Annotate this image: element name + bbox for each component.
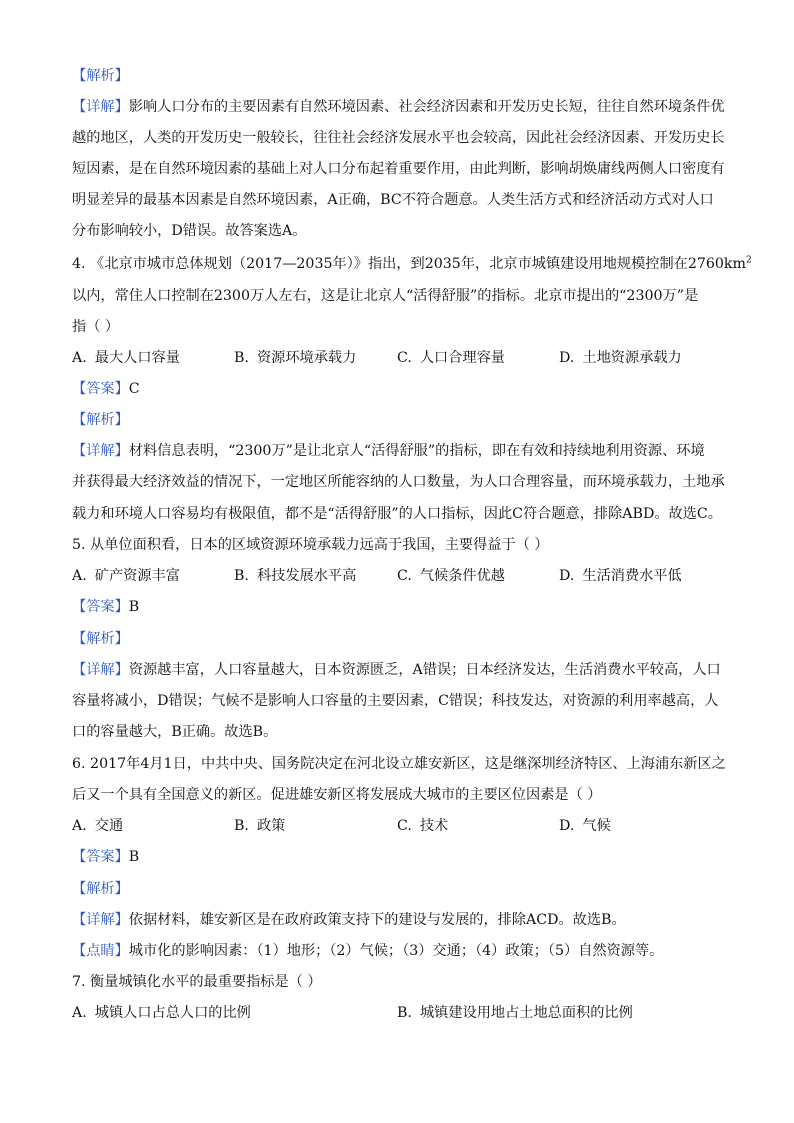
detail-tag: 【详解】 <box>72 443 129 459</box>
detail-line: 并获得最大经济效益的情况下，一定地区所能容纳的人口数量，为人口合理容量，而环境承载力，土地承 <box>72 474 725 490</box>
question-4-stem <box>72 254 752 274</box>
detail-line: 短因素，是在自然环境因素的基础上对人口分布起着重要作用，由此判断，影响胡焕庸线两侧人口密度有 <box>72 161 725 177</box>
detail-text: 依据材料，雄安新区是在政府政策支持下的建设与发展的，排除ACD。故选B。 <box>128 912 626 928</box>
comment-text: 城市化的影响因素：（1）地形；（2）气候；（3）交通；（4）政策；（5）自然资源等。 <box>128 943 664 959</box>
option-d: D. 气候 <box>559 818 611 834</box>
detail-line <box>72 97 724 117</box>
answer-tag: 【答案】 <box>72 381 129 397</box>
detail-line: 口的容量越大，B正确。故选B。 <box>72 724 278 740</box>
detail-text: 资源越丰富，人口容量越大，日本资源匮乏，A错误；日本经济发达，生活消费水平较高，人口 <box>128 662 721 678</box>
detail-line: 载力和环境人口容易均有极限值，都不是“活得舒服”的人口指标，因此C符合题意，排除ABD。故选C。 <box>72 506 722 522</box>
answer-line <box>72 597 724 617</box>
question-6-stem: 6. 2017年4月1日，中共中央、国务院决定在河北设立雄安新区，这是继深圳经济特区、上海浦东新区之 <box>72 756 726 772</box>
option-b: B. 城镇建设用地占土地总面积的比例 <box>397 1005 633 1021</box>
answer-tag: 【答案】 <box>72 599 129 615</box>
option-c: C. 气候条件优越 <box>397 568 505 584</box>
question-6-stem: 后又一个具有全国意义的新区。促进雄安新区将发展成大城市的主要区位因素是（ ） <box>72 787 602 803</box>
detail-line: 容量将减小，D错误；气候不是影响人口容量的主要因素，C错误；科技发达，对资源的利用率越高，人 <box>72 693 719 709</box>
option-b: B. 政策 <box>234 818 286 834</box>
question-7-options <box>72 1003 724 1023</box>
analysis-heading <box>72 879 724 899</box>
option-d: D. 土地资源承载力 <box>559 350 682 366</box>
detail-tag: 【详解】 <box>72 912 129 928</box>
option-b: B. 资源环境承载力 <box>234 350 357 366</box>
option-b: B. 科技发展水平高 <box>234 568 357 584</box>
analysis-heading <box>72 410 724 430</box>
answer-value: C <box>128 381 140 397</box>
analysis-tag: 【解析】 <box>72 412 129 428</box>
analysis-tag: 【解析】 <box>72 631 129 647</box>
answer-value: B <box>128 849 140 865</box>
answer-line <box>72 847 724 867</box>
question-5-stem: 5. 从单位面积看，日本的区域资源环境承载力远高于我国，主要得益于（ ） <box>72 537 549 553</box>
option-c: C. 人口合理容量 <box>397 350 505 366</box>
detail-line <box>72 910 724 930</box>
question-7-stem: 7. 衡量城镇化水平的最重要指标是（ ） <box>72 974 322 990</box>
answer-line <box>72 379 724 399</box>
analysis-heading <box>72 66 724 86</box>
answer-tag: 【答案】 <box>72 849 129 865</box>
detail-line: 越的地区，人类的开发历史一般较长，往往社会经济发展水平也会较高，因此社会经济因素、开发历史长 <box>72 130 725 146</box>
option-c: C. 技术 <box>397 818 449 834</box>
detail-line: 明显差异的最基本因素是自然环境因素，A正确，BC不符合题意。人类生活方式和经济活动方式对人口 <box>72 192 714 208</box>
analysis-heading <box>72 629 724 649</box>
option-a: A. 城镇人口占总人口的比例 <box>72 1005 251 1021</box>
question-5-options <box>72 566 724 586</box>
detail-tag: 【详解】 <box>72 662 129 678</box>
detail-line <box>72 660 724 680</box>
question-stem-text: 4. 《北京市城市总体规划（2017—2035年）》指出，到2035年，北京市城镇建设用地规模控制在2760km <box>72 256 746 272</box>
detail-line <box>72 441 724 461</box>
option-a: A. 交通 <box>72 818 124 834</box>
question-4-options <box>72 348 724 368</box>
detail-tag: 【详解】 <box>72 99 129 115</box>
option-d: D. 生活消费水平低 <box>559 568 682 584</box>
detail-text: 材料信息表明，“2300万”是让北京人“活得舒服”的指标，即在有效和持续地利用资源、环境 <box>128 443 705 459</box>
option-a: A. 矿产资源丰富 <box>72 568 180 584</box>
detail-line: 分布影响较小，D错误。故答案选A。 <box>72 223 307 239</box>
analysis-tag: 【解析】 <box>72 68 129 84</box>
option-a: A. 最大人口容量 <box>72 350 180 366</box>
analysis-tag: 【解析】 <box>72 881 129 897</box>
answer-value: B <box>128 599 140 615</box>
question-6-options <box>72 816 724 836</box>
detail-text: 影响人口分布的主要因素有自然环境因素、社会经济因素和开发历史长短，往往自然环境条件优 <box>128 99 725 115</box>
superscript: 2 <box>746 255 752 266</box>
comment-tag: 【点睛】 <box>72 943 129 959</box>
comment-line <box>72 941 724 961</box>
question-4-stem: 指（ ） <box>72 319 120 335</box>
question-4-stem: 以内，常住人口控制在2300万人左右，这是让北京人“活得舒服”的指标。北京市提出的“2300万”是 <box>72 288 699 304</box>
